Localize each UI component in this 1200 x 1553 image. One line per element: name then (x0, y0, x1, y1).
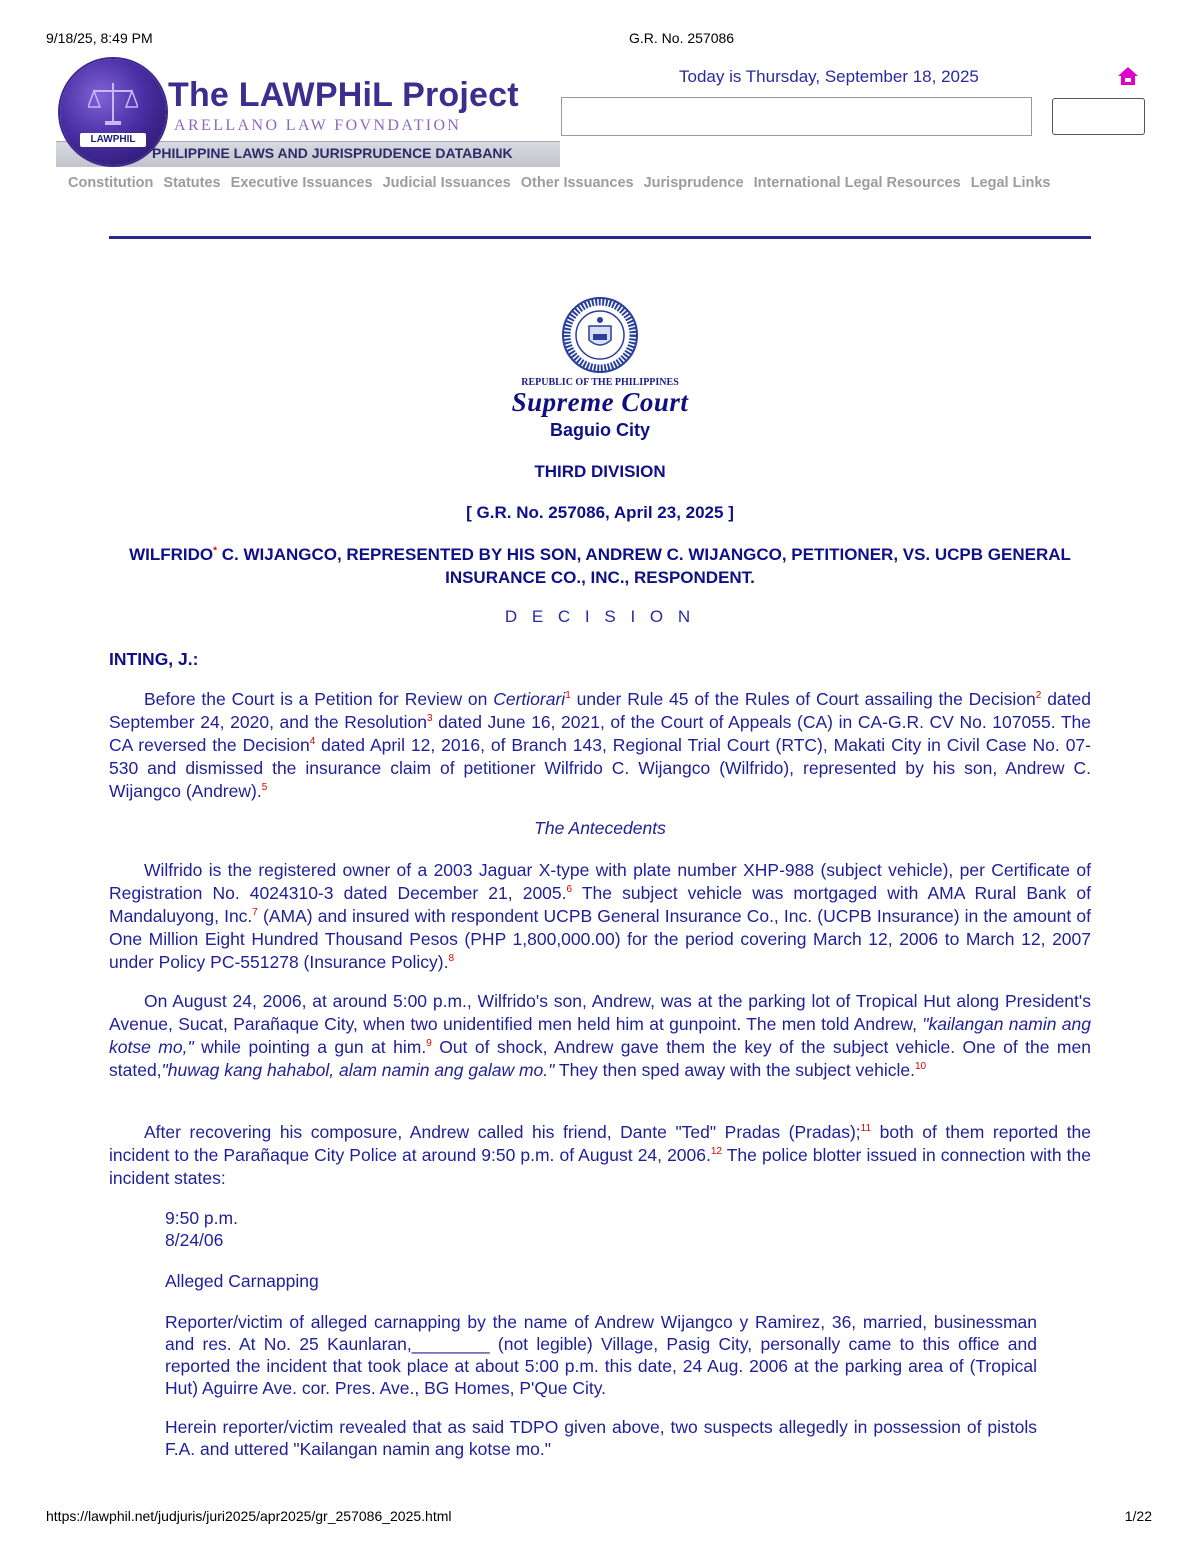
nav-international-legal-resources[interactable]: International Legal Resources (753, 175, 961, 191)
nav-legal-links[interactable]: Legal Links (970, 175, 1051, 191)
case-number: [ G.R. No. 257086, April 23, 2025 ] (466, 503, 734, 522)
p1-text-a: Before the Court is a Petition for Review on (144, 689, 494, 709)
blotter-date: 8/24/06 (165, 1230, 224, 1250)
search-button[interactable] (1052, 98, 1145, 135)
footnote-ref-7[interactable]: 7 (252, 907, 258, 919)
footnote-ref-asterisk[interactable]: * (213, 545, 218, 557)
paragraph-3 (109, 990, 1091, 1082)
p4-text-b: both of them reported the incident to the Parañaque City Police at around 9:50 p.m. of August 24, 2006. (109, 1122, 1091, 1165)
nav-constitution[interactable]: Constitution (68, 175, 154, 191)
header-divider (109, 236, 1091, 239)
court-city: Baguio City (549, 420, 650, 440)
p1-text-c: dated September 24, 2020, and the Resolution (109, 689, 1091, 732)
parties-petitioner-name: WILFRIDO (129, 545, 214, 564)
print-page-number: 1/22 (1124, 1508, 1152, 1524)
nav-judicial-issuances[interactable]: Judicial Issuances (382, 175, 511, 191)
print-url: https://lawphil.net/judjuris/juri2025/apr2025/gr_257086_2025.html (46, 1508, 452, 1524)
scales-of-justice-icon (88, 79, 138, 129)
footnote-ref-12[interactable]: 12 (710, 1146, 722, 1158)
p3-text-a: On August 24, 2006, at around 5:00 p.m., Wilfrido's son, Andrew, was at the parking lot of Tropical Hut along President's Avenue, Sucat, Parañaque City, when two unidentified men held him at gunpoint. The men told Andrew, (109, 991, 1091, 1034)
footnote-ref-9[interactable]: 9 (426, 1038, 432, 1050)
p3-text-c: Out of shock, Andrew gave them the key of the subject vehicle. One of the men stated, (109, 1037, 1091, 1080)
banner-tagline: PHILIPPINE LAWS AND JURISPRUDENCE DATABANK (152, 145, 513, 161)
logo-lawphil-text: LAWPHIL (80, 133, 146, 147)
case-parties (109, 543, 1091, 589)
blotter-quote-2 (165, 1416, 1037, 1460)
p2-text-a: Wilfrido is the registered owner of a 2003 Jaguar X-type with plate number XHP-988 (subject vehicle), per Certificate of Registration No. 4024310-3 dated December 21, 2005. (109, 860, 1091, 903)
blotter-time: 9:50 p.m. (165, 1208, 238, 1228)
nav-other-issuances[interactable]: Other Issuances (520, 175, 634, 191)
p3-quote-2: "huwag kang hahabol, alam namin ang galaw mo." (161, 1060, 555, 1080)
blotter-heading: Alleged Carnapping (165, 1271, 319, 1291)
section-heading-antecedents: The Antecedents (534, 818, 666, 838)
banner-subtitle: ARELLANO LAW FOVNDATION (174, 117, 462, 134)
main-nav (68, 175, 1056, 191)
footnote-ref-2[interactable]: 2 (1035, 690, 1042, 702)
nav-executive-issuances[interactable]: Executive Issuances (230, 175, 373, 191)
court-name: Supreme Court (511, 387, 689, 417)
p3-quote-1: "kailangan namin ang kotse mo," (109, 1014, 1091, 1057)
lawphil-logo (60, 59, 166, 165)
today-date: Today is Thursday, September 18, 2025 (679, 67, 979, 86)
blotter-quote-1 (165, 1311, 1037, 1399)
p1-text-d: dated June 16, 2021, of the Court of Appeals (CA) in CA-G.R. CV No. 107055. The CA reversed the Decision (109, 712, 1092, 755)
footnote-ref-4[interactable]: 4 (309, 736, 316, 748)
supreme-court-seal-icon (561, 296, 639, 374)
footnote-ref-1[interactable]: 1 (565, 690, 571, 702)
p1-text-e: dated April 12, 2016, of Branch 143, Regional Trial Court (RTC), Makati City in Civil Case No. 07-530 and dismissed the insurance claim of petitioner Wilfrido C. Wijangco (Wilfrido), represented by his son, Andrew C. Wijangco (Andrew). (109, 735, 1091, 801)
paragraph-2 (109, 859, 1091, 974)
parties-rest: C. WIJANGCO, REPRESENTED BY HIS SON, ANDREW C. WIJANGCO, PETITIONER, VS. UCPB GENERAL INSURANCE CO., INC., RESPONDENT. (217, 545, 1071, 587)
p4-text-a: After recovering his composure, Andrew called his friend, Dante "Ted" Pradas (Pradas); (144, 1122, 861, 1142)
blotter-quote-2-text: Herein reporter/victim revealed that as said TDPO given above, two suspects allegedly in possession of pistols F.A. and uttered "Kailangan namin ang kotse mo." (165, 1417, 1037, 1459)
court-division: THIRD DIVISION (534, 462, 666, 481)
search-input[interactable] (561, 97, 1032, 136)
print-title: G.R. No. 257086 (629, 30, 735, 46)
p3-text-b: while pointing a gun at him. (193, 1037, 427, 1057)
p3-text-d: They then sped away with the subject vehicle. (554, 1060, 915, 1080)
nav-jurisprudence[interactable]: Jurisprudence (643, 175, 744, 191)
footnote-ref-8[interactable]: 8 (448, 953, 455, 965)
ponente: INTING, J.: (109, 649, 199, 669)
footnote-ref-5[interactable]: 5 (261, 782, 268, 794)
republic-label: REPUBLIC OF THE PHILIPPINES (521, 377, 679, 388)
p2-text-c: (AMA) and insured with respondent UCPB General Insurance Co., Inc. (UCPB Insurance) in the amount of One Million Eight Hundred Thousand Pesos (PHP 1,800,000.00) for the period covering March 12, 2006 to March 12, 2007 under Policy PC-551278 (Insurance Policy). (109, 906, 1092, 972)
paragraph-4 (109, 1121, 1091, 1190)
banner-title: The LAWPHiL Project (168, 76, 519, 114)
footnote-ref-10[interactable]: 10 (914, 1061, 927, 1073)
p1-text-b: under Rule 45 of the Rules of Court assailing the Decision (570, 689, 1036, 709)
decision-heading: D E C I S I O N (504, 607, 696, 626)
p4-text-c: The police blotter issued in connection with the incident states: (109, 1145, 1091, 1188)
p1-certiorari: Certiorari (493, 689, 566, 709)
footnote-ref-11[interactable]: 11 (860, 1123, 872, 1135)
print-datetime: 9/18/25, 8:49 PM (46, 30, 153, 46)
footnote-ref-6[interactable]: 6 (566, 884, 573, 896)
footnote-ref-3[interactable]: 3 (426, 713, 433, 725)
nav-statutes[interactable]: Statutes (163, 175, 221, 191)
lawphil-banner[interactable] (56, 56, 560, 168)
p2-text-b: The subject vehicle was mortgaged with AMA Rural Bank of Mandaluyong, Inc. (109, 883, 1091, 926)
blotter-quote-1-text: Reporter/victim of alleged carnapping by the name of Andrew Wijangco y Ramirez, 36, married, businessman and res. At No. 25 Kaunlaran,________ (not legible) Village, Pasig City, personally came to this office and reported the incident that took place at about 5:00 p.m. this date, 24 Aug. 2006 at the parking area of (Tropical Hut) Aguirre Ave. cor. Pres. Ave., BG Homes, P'Que City. (165, 1312, 1037, 1398)
home-icon[interactable] (1117, 66, 1139, 86)
paragraph-1 (109, 688, 1091, 803)
